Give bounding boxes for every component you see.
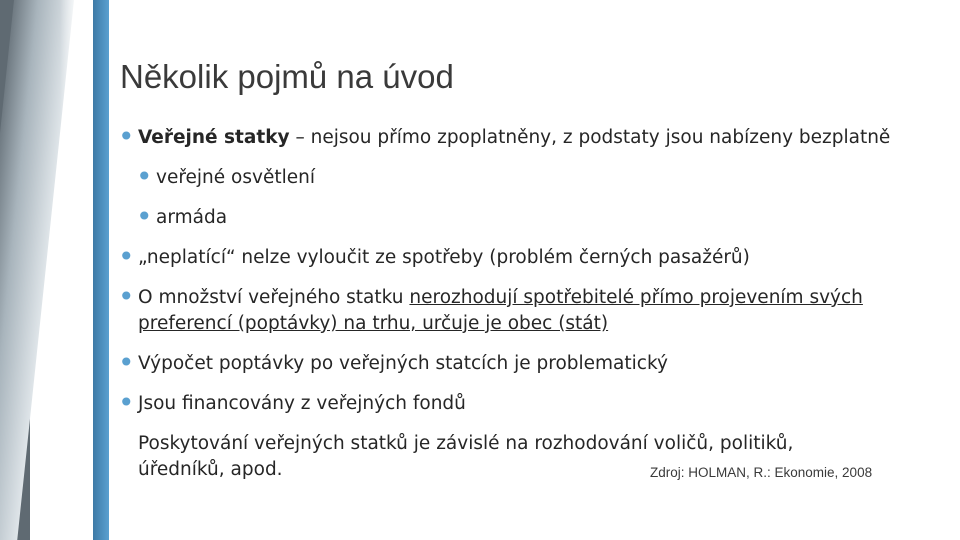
subbullet-street-lighting xyxy=(136,160,938,193)
subbullet-army xyxy=(136,200,938,233)
bullet-icon: • xyxy=(136,200,153,233)
bullet-text: „neplatící“ nelze vyloučit ze spotřeby (problém černých pasažérů) xyxy=(138,247,750,268)
left-accent-bar xyxy=(93,0,109,540)
bullet-text: veřejné osvětlení xyxy=(156,167,315,188)
slide-content xyxy=(118,120,938,483)
bullet-quantity xyxy=(118,280,868,337)
slide-title: Několik pojmů na úvod xyxy=(120,58,454,95)
bullet-icon: • xyxy=(136,160,153,193)
bullet-icon: • xyxy=(118,240,135,273)
bullet-label: Veřejné statky xyxy=(138,127,290,148)
bullet-text: – nejsou přímo zpoplatněny, z podstaty jsou nabízeny bezplatně xyxy=(289,127,891,148)
bullet-text: O množství veřejného statku xyxy=(138,287,410,308)
bullet-text: armáda xyxy=(156,207,228,228)
left-highlight-bar xyxy=(60,0,84,540)
bullet-funding xyxy=(118,386,938,419)
bullet-underlined-text: nerozhodují spotřebitelé přímo projevením svých preferencí (poptávky) na trhu, určuje je obec (stát) xyxy=(138,287,863,334)
bullet-icon: • xyxy=(118,386,135,419)
bullet-icon: • xyxy=(118,120,135,153)
bullet-text: Jsou financovány z veřejných fondů xyxy=(138,393,466,414)
bullet-demand-calculation xyxy=(118,346,938,379)
bullet-public-goods xyxy=(118,120,938,153)
source-citation: Zdroj: HOLMAN, R.: Ekonomie, 2008 xyxy=(650,465,873,480)
closing-paragraph: Poskytování veřejných statků je závislé na rozhodování voličů, politiků, úředníků, apod. xyxy=(138,433,794,480)
bullet-non-payers xyxy=(118,240,938,273)
bullet-text: Výpočet poptávky po veřejných statcích je problematický xyxy=(138,353,668,374)
bullet-icon: • xyxy=(118,280,135,313)
bullet-icon: • xyxy=(118,346,135,379)
